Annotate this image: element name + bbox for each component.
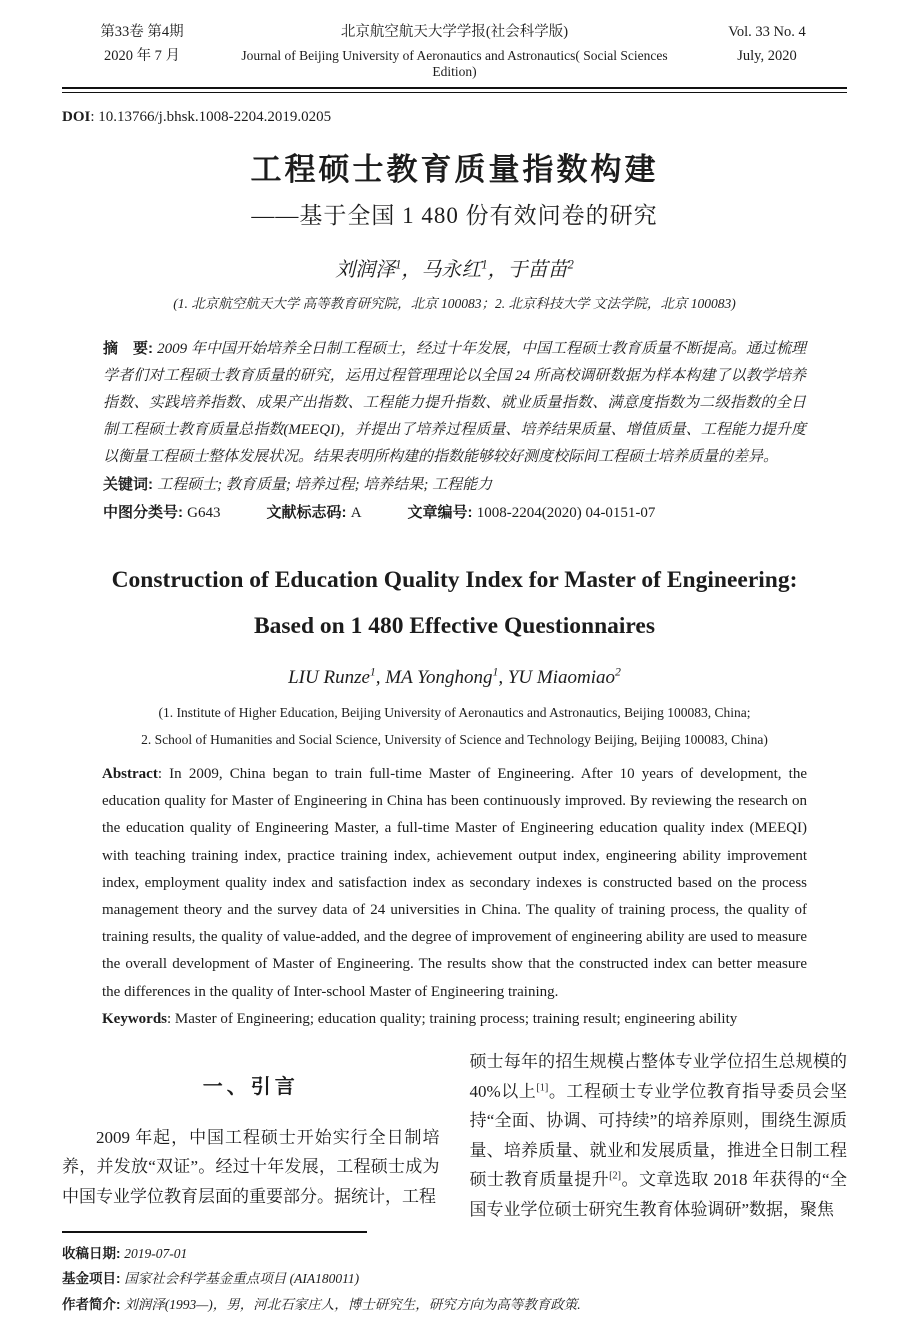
article-title-cn: 工程硕士教育质量指数构建: [250, 152, 659, 187]
author-separator: ，: [401, 259, 422, 281]
article-id: [408, 499, 656, 527]
volume-issue-cn: 第33卷 第4期: [100, 24, 184, 40]
author-name: YU Miaomiao: [507, 667, 616, 688]
author-name: 马永红: [421, 259, 482, 281]
doi-line: [62, 109, 847, 126]
author-superscript: 1: [395, 257, 402, 272]
header-divider: [62, 87, 847, 93]
document-code-value: A: [350, 505, 362, 521]
author-superscript: 2: [567, 257, 574, 272]
author-name: MA Yonghong: [385, 667, 493, 688]
abstract-text-en: : In 2009, China began to train full-time Master of Engineering. After 10 years of development, the education quality for Master of Engineering in China has been continuously improved. By reviewing the research on the education quality of Engineering Master, a full-time Master of Engineering education quality index (MEEQI) with teaching training index, practice training index, achievement output index, engineering ability improvement index, employment quality index and satisfaction index as secondary indexes is constructed based on the process management theory and the survey data of 24 universities in China. The quality of training process, the quality of training results, the quality of value-added, and the degree of improvement of engineering ability are used to measure the overall development of Master of Engineering. The results show that the constructed index can better measure the differences in the quality of Inter-school Master of Engineering training.: [102, 766, 807, 1000]
date-en: July, 2020: [737, 48, 797, 64]
authors-en: [62, 665, 847, 691]
body-column-right: [470, 1047, 848, 1224]
citation-marker-2: [2]: [609, 1170, 622, 1182]
title-en-line1: Construction of Education Quality Index for Master of Engineering:: [111, 567, 798, 593]
keywords-label-en: Keywords: [102, 1010, 167, 1027]
fund-project-label: 基金项目:: [62, 1271, 125, 1286]
author-separator: ,: [375, 667, 386, 688]
document-code: [267, 499, 362, 527]
fund-project-value: 国家社会科学基金重点项目 (AIA180011): [124, 1271, 360, 1286]
body-text-segment: 。工程硕士专业学位教育指导委员会坚持“全面、协调、可持续”的培养原则，围绕生源质量、培养质量、就业和发展质量，推进全日制工程硕士教育质量提升: [469, 1081, 848, 1190]
body-text-segment: 。文章选取 2018 年获得的“全国专业学位硕士研究生教育体验调研”数据，聚焦: [469, 1170, 848, 1219]
author-superscript: 1: [369, 665, 376, 679]
keywords-en: [102, 1006, 807, 1033]
keywords-text-en: : Master of Engineering; education quality; training process; training result; engineering ability: [167, 1010, 738, 1027]
clc-number: [103, 499, 221, 527]
author-bio-label: 作者简介:: [62, 1296, 125, 1312]
author-name: 于苗苗: [507, 259, 568, 281]
body-columns: [62, 1047, 847, 1224]
author-separator: ，: [487, 259, 508, 281]
article-title-en: [62, 557, 847, 649]
document-code-label: 文献标志码:: [266, 504, 351, 521]
abstract-label-en: Abstract: [102, 766, 158, 782]
keywords-label-cn: 关键词:: [103, 476, 158, 493]
author-superscript: 1: [492, 665, 499, 679]
author-bio-value: 刘润泽(1993—)，男，河北石家庄人，博士研究生，研究方向为高等教育政策.: [124, 1296, 581, 1312]
received-date-line: [62, 1241, 847, 1267]
abstract-text-cn: 2009 年中国开始培养全日制工程硕士，经过十年发展，中国工程硕士教育质量不断提高。通过梳理学者们对工程硕士教育质量的研究，运用过程管理理论以全国 24 所高校调研数据为样本构建了以教学培养指数、实践培养指数、成果产出指数、工程能力提升指数、就业质量指数、满意度指数为二级指数的全日制工程硕士教育质量总指数(MEEQI)，并提出了培养过程质量、培养结果质量、增值质量、工程能力提升度以衡量工程硕士整体发展状况。结果表明所构建的指数能够较好测度校际间工程硕士培养质量的差异。: [103, 341, 806, 465]
affiliation-en-line2: 2. School of Humanities and Social Science, University of Science and Technology Beijing, Beijing 100083, China): [141, 732, 768, 747]
section-heading-introduction: 一、引言: [202, 1076, 299, 1099]
journal-name-en: Journal of Beijing University of Aeronautics and Astronautics( Social Sciences Edition): [241, 48, 668, 79]
author-bio-line: [62, 1292, 847, 1318]
doi-value: : 10.13766/j.bhsk.1008-2204.2019.0205: [90, 109, 332, 125]
doi-label: DOI: [62, 109, 91, 125]
authors-cn: [62, 256, 847, 284]
fund-project-line: [62, 1266, 847, 1292]
classification-line: [103, 499, 806, 527]
author-separator: ,: [498, 667, 508, 688]
citation-marker-1: [1]: [536, 1081, 549, 1093]
author-name: LIU Runze: [288, 667, 370, 688]
article-id-value: 1008-2204(2020) 04-0151-07: [476, 505, 656, 521]
clc-value: G643: [187, 505, 221, 521]
abstract-en: [102, 761, 807, 1006]
affiliation-cn: (1. 北京航空航天大学 高等教育研究院，北京 100083；2. 北京科技大学 文法学院，北京 100083): [173, 296, 736, 311]
affiliation-en: [62, 699, 847, 753]
author-superscript: 2: [615, 665, 621, 679]
received-date-label: 收稿日期:: [62, 1245, 125, 1261]
abstract-block-en: [62, 761, 847, 1033]
body-column-left: [62, 1047, 440, 1224]
abstract-label-cn: 摘 要:: [103, 340, 158, 357]
body-paragraph-left: 2009 年起，中国工程硕士开始实行全日制培养，并发放“双证”。经过十年发展，工程硕士成为中国专业学位教育层面的重要部分。据统计，工程: [62, 1127, 440, 1206]
clc-label: 中图分类号:: [103, 504, 188, 521]
abstract-cn: [103, 335, 806, 471]
footnotes: [62, 1231, 847, 1318]
author-name: 刘润泽: [335, 259, 396, 281]
article-subtitle-cn: ——基于全国 1 480 份有效问卷的研究: [251, 203, 658, 228]
body-text-segment: 硕士每年的招生规模占整体专业学位招生总规模的40%以上: [469, 1052, 847, 1101]
affiliation-en-line1: (1. Institute of Higher Education, Beijing University of Aeronautics and Astronautics, Beijing 100083, China;: [158, 705, 751, 720]
title-en-line2: Based on 1 480 Effective Questionnaires: [253, 613, 655, 639]
keywords-cn: [103, 471, 806, 499]
author-superscript: 1: [481, 257, 488, 272]
footnote-divider: [62, 1231, 367, 1233]
abstract-block-cn: [62, 335, 847, 527]
keywords-text-cn: 工程硕士; 教育质量; 培养过程; 培养结果; 工程能力: [157, 477, 493, 493]
date-cn: 2020 年 7 月: [103, 48, 181, 64]
journal-name-cn: 北京航空航天大学学报(社会科学版): [340, 24, 569, 40]
journal-header: [62, 20, 847, 80]
volume-issue-en: Vol. 33 No. 4: [728, 24, 806, 40]
article-id-label: 文章编号:: [407, 504, 477, 521]
received-date-value: 2019-07-01: [124, 1245, 188, 1261]
